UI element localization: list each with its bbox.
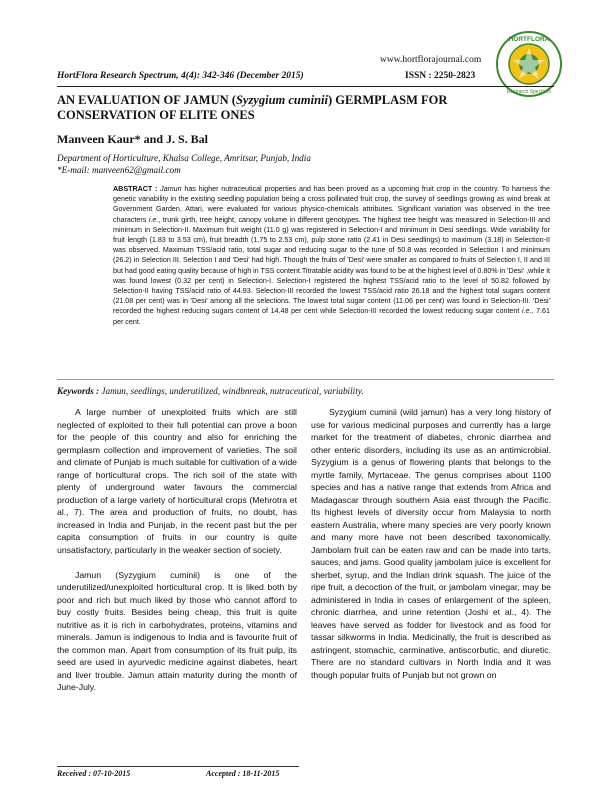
body-column-left bbox=[57, 406, 297, 706]
journal-url[interactable]: www.hortflorajournal.com bbox=[380, 55, 482, 65]
svg-text:Research Spectrum: Research Spectrum bbox=[506, 89, 552, 95]
issn: ISSN : 2250-2823 bbox=[405, 71, 476, 81]
paragraph: Syzygium cuminii (wild jamun) has a very long history of use for various medicinal purposes and currently has a large market for the treatment of diabetes, chronic diarrhea and other enteric disorders, including its use as an antimicrobial. Syzygium is a genus of flowering plants that belongs to the myrtle family, Myrtaceae. The genus comprises about 1100 species and has a native range that extends from Africa and Madagascar through southern Asia east through the Pacific. Its highest levels of diversity occur from Malaysia to north eastern Australia, where many species are very poorly known and many more have not been described taxonomically. Jambolam fruit can be eaten raw and can be made into tarts, sauces, and jams. Good quality jambolam juice is excellent for sherbet, syrup, and the Indian drink squash. The juice of the ripe fruit, a decoction of the fruit, or jambolam vinegar, may be administered in India in cases of enlargement of the spleen, chronic diarrhea, and urine retention (Joshi et al., 4). The leaves have served as fodder for livestock and as food for tassar silkworms in India. Medicinally, the fruit is described as astringent, stomachic, carminative, antiscorbutic, and diuretic. There are no standard cultivars in North India and it was though popular fruits of Punjab but not grown on bbox=[311, 407, 551, 680]
footer-rule bbox=[57, 766, 299, 767]
paragraph: Jamun (Syzygium cuminii) is one of the underutilized/unexploited horticultural crop. It is liked both by poor and rich but much liked by those who cannot afford to buy costly fruits. Besides being cheap, this fruit is quite nutritive as it is rich in carbohydrates, proteins, vitamins and minerals. Jamun is indigenous to India and is favourite fruit of the common man. Apart from consumption of its fruit pulp, its seed are used in ayurvedic medicine against diabetes, heart and liver trouble. Jamun attain maturity during the month of June-July. bbox=[57, 569, 297, 692]
journal-citation: HortFlora Research Spectrum, 4(4): 342-346 (December 2015) bbox=[57, 71, 304, 81]
received-date: Received : 07-10-2015 bbox=[57, 769, 131, 778]
journal-citation-line bbox=[57, 71, 547, 85]
journal-logo bbox=[495, 30, 563, 98]
abstract-rule bbox=[57, 379, 554, 380]
header-rule bbox=[57, 86, 554, 87]
email[interactable]: *E-mail: manveen62@gmail.com bbox=[57, 165, 181, 175]
affiliation: Department of Horticulture, Khalsa College, Amritsar, Punjab, India bbox=[57, 153, 311, 163]
authors: Manveen Kaur* and J. S. Bal bbox=[57, 132, 209, 146]
body-column-right bbox=[311, 406, 551, 694]
article-title: AN EVALUATION OF JAMUN (Syzygium cuminii) GERMPLASM FOR CONSERVATION OF ELITE ONES bbox=[57, 93, 448, 122]
keywords-label: Keywords : bbox=[57, 386, 100, 396]
paragraph: A large number of unexploited fruits which are still neglected of exploited to their full potential can prove a boon for the people of this country and also for enriching the germplasm collection and improvement of varieties. The soil and climate of Punjab is much suitable for cultivation of a wide range of horticultural crops. The rich soil of the state with plenty of underground water favours the commercial production of a large variety of horticultural crops (Mehrotra et al., 7). The area and production of fruits, no doubt, has increased in India and Punjab, in the recent past but the per capita consumption of fruits in our country is quite unsatisfactory, particularly in the weaker section of society. bbox=[57, 407, 297, 555]
keywords: Keywords : Jamun, seedlings, underutilized, windbnreak, nutraceutical, variability. bbox=[57, 386, 364, 396]
abstract-label: ABSTRACT : bbox=[113, 185, 158, 193]
affiliation-block bbox=[57, 152, 311, 176]
svg-text:HORTFLORA: HORTFLORA bbox=[508, 36, 550, 43]
abstract: ABSTRACT : Jamun has higher nutraceutical properties and has been proved as a upcoming fruit crop in the country. To harness the genetic variability in the existing seedling population being a cross pollinated fruit crop, the survey of seedlings growing as wind break at Government Garden, Attari, were evaluated for various physico-chemicals attributes. Significant variation was observed in the tree characters i.e., trunk girth, tree height, canopy volume in different genotypes. The highest tree height was measured in Selection-III and minimum in Selection-II. Maximum fruit weight (11.0 g) was registered in Selection-I and minimum in Desi seedlings. Wide variability for fruit length (1.83 to 3.53 cm), fruit breadth (1.75 to 2.53 cm), pulp stone ratio (2.41 in Desi seedlings) to maximum (3.18) in Selection-II was observed. Maximum TSS/acid ratio, total sugar and reducing sugar to the tune of 50.8 was recorded in Selection I and minimum (26.2) in Selection III. Selection I and 'Desi' had high. Though the fruits of 'Desi' were smaller as compared to fruits of Selection I, II and III but had good eating quality because of high in TSS content.Titratable acidity was found to be at the highest level of 0.80% in 'Desi' ,while it was found lowest (0.32 per cent) in Selection-I. Selection-I registered the highest TSS/acid ratio to the level of 50.82 followed by Selection-II having TSS/acid ratio of 44.93. Selection-III recorded the lowest TSS/acid ratio 26.18 and the highest total sugars content (21.08 per cent) was in 'Desi' among all the selections. The lowest total sugar content (11.06 per cent) was found in Selection-III. 'Desi' recorded the highest reducing sugars content of 14.48 per cent while Selection-III recorded the lowest reducing sugar content i.e., 7.61 per cent. bbox=[113, 185, 551, 326]
accepted-date: Accepted : 18-11-2015 bbox=[206, 769, 280, 778]
